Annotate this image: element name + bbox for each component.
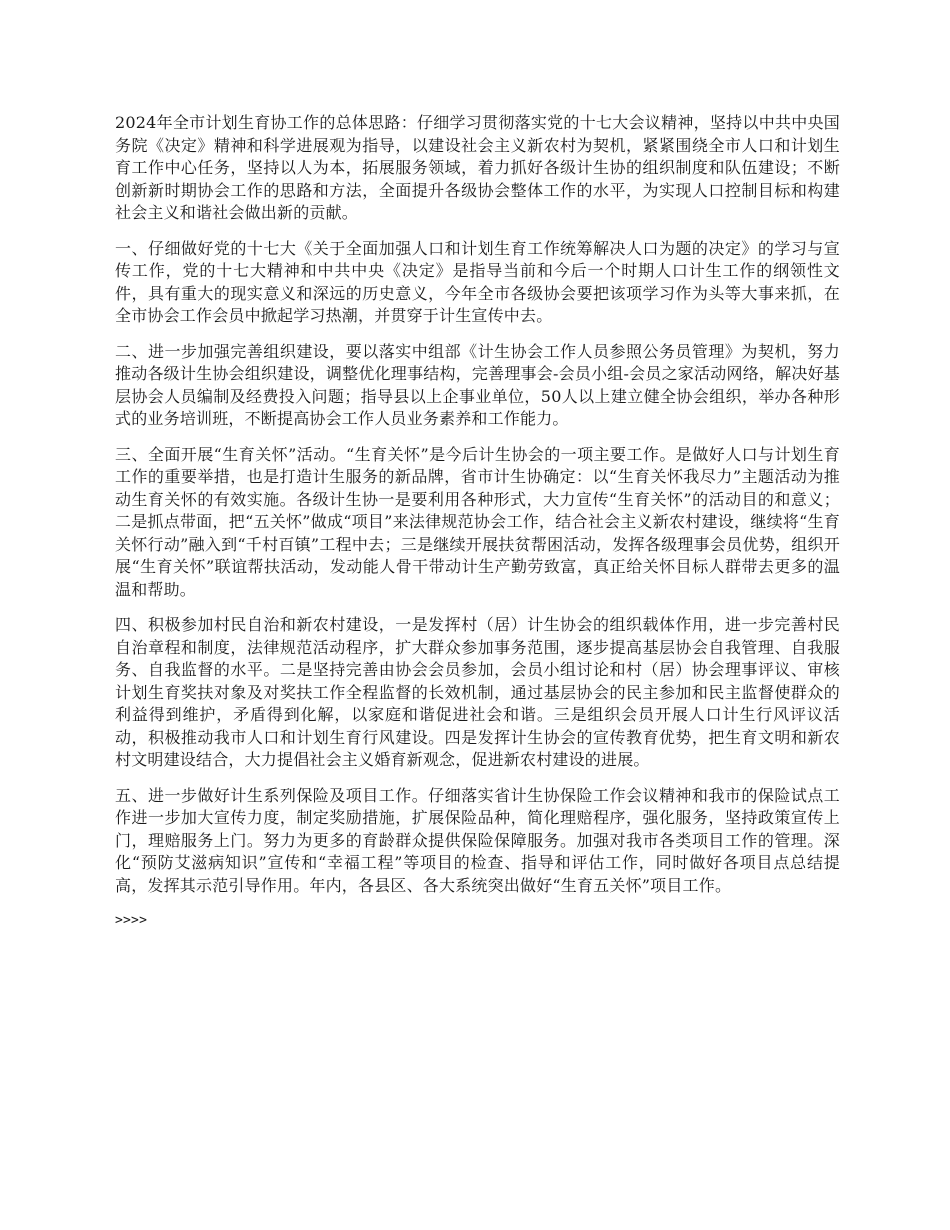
paragraph-item-5: 五、进一步做好计生系列保险及项目工作。仔细落实省计生协保险工作会议精神和我市的保险试点工作进一步加大宣传力度，制定奖励措施，扩展保险品种，简化理赔程序，强化服务，坚持政策宣传上门，理赔服务上门。努力为更多的育龄群众提供保险保障服务。加强对我市各类项目工作的管理。深化“预防艾滋病知识”宣传和“幸福工程”等项目的检查、指导和评估工作，同时做好各项目点总结提高，发挥其示范引导作用。年内，各县区、各大系统突出做好“生育五关怀”项目工作。 (115, 785, 840, 895)
end-marker: >>>> (115, 913, 148, 928)
document-page (115, 112, 840, 933)
paragraph-overview: 2024年全市计划生育协工作的总体思路：仔细学习贯彻落实党的十七大会议精神，坚持以中共中央国务院《决定》精神和科学进展观为指导，以建设社会主义新农村为契机，紧紧围绕全市人口和计划生育工作中心任务，坚持以人为本，拓展服务领域，着力抓好各级计生协的组织制度和队伍建设；不断创新新时期协会工作的思路和方法，全面提升各级协会整体工作的水平，为实现人口控制目标和构建社会主义和谐社会做出新的贡献。 (115, 113, 840, 222)
paragraph-item-4: 四、积极参加村民自治和新农村建设，一是发挥村（居）计生协会的组织载体作用，进一步完善村民自治章程和制度，法律规范活动程序，扩大群众参加事务范围，逐步提高基层协会自我管理、自我服务、自我监督的水平。二是坚持完善由协会会员参加，会员小组讨论和村（居）协会理事评议、审核计划生育奖扶对象及对奖扶工作全程监督的长效机制，通过基层协会的民主参加和民主监督使群众的利益得到维护，矛盾得到化解，以家庭和谐促进社会和谐。三是组织会员开展人口计生行风评议活动，积极推动我市人口和计划生育行风建设。四是发挥计生协会的宣传教育优势，把生育文明和新农村文明建设结合，大力提倡社会主义婚育新观念，促进新农村建设的进展。 (115, 615, 840, 769)
paragraph-item-3: 三、全面开展“生育关怀”活动。“生育关怀”是今后计生协会的一项主要工作。是做好人口与计划生育工作的重要举措，也是打造计生服务的新品牌，省市计生协确定：以“生育关怀我尽力”主题活动为推动生育关怀的有效实施。各级计生协一是要利用各种形式，大力宣传“生育关怀”的活动目的和意义；二是抓点带面，把“五关怀”做成“项目”来法律规范协会工作，结合社会主义新农村建设，继续将“生育关怀行动”融入到“千村百镇”工程中去；三是继续开展扶贫帮困活动，发挥各级理事会员优势，组织开展“生育关怀”联谊帮扶活动，发动能人骨干带动计生产勤劳致富，真正给关怀目标人群带去更多的温温和帮助。 (115, 444, 840, 599)
paragraph-item-2: 二、进一步加强完善组织建设，要以落实中组部《计生协会工作人员参照公务员管理》为契机，努力推动各级计生协会组织建设，调整优化理事结构，完善理事会-会员小组-会员之家活动网络，解决好基层协会人员编制及经费投入问题；指导县以上企事业单位，50人以上建立健全协会组织，举办各种形式的业务培训班，不断提高协会工作人员业务素养和工作能力。 (115, 341, 840, 428)
paragraph-item-1: 一、仔细做好党的十七大《关于全面加强人口和计划生育工作统筹解决人口为题的决定》的学习与宣传工作，党的十七大精神和中共中央《决定》是指导当前和今后一个时期人口计生工作的纲领性文件，具有重大的现实意义和深远的历史意义，今年全市各级协会要把该项学习作为头等大事来抓，在全市协会工作会员中掀起学习热潮，并贯穿于计生宣传中去。 (115, 238, 840, 325)
